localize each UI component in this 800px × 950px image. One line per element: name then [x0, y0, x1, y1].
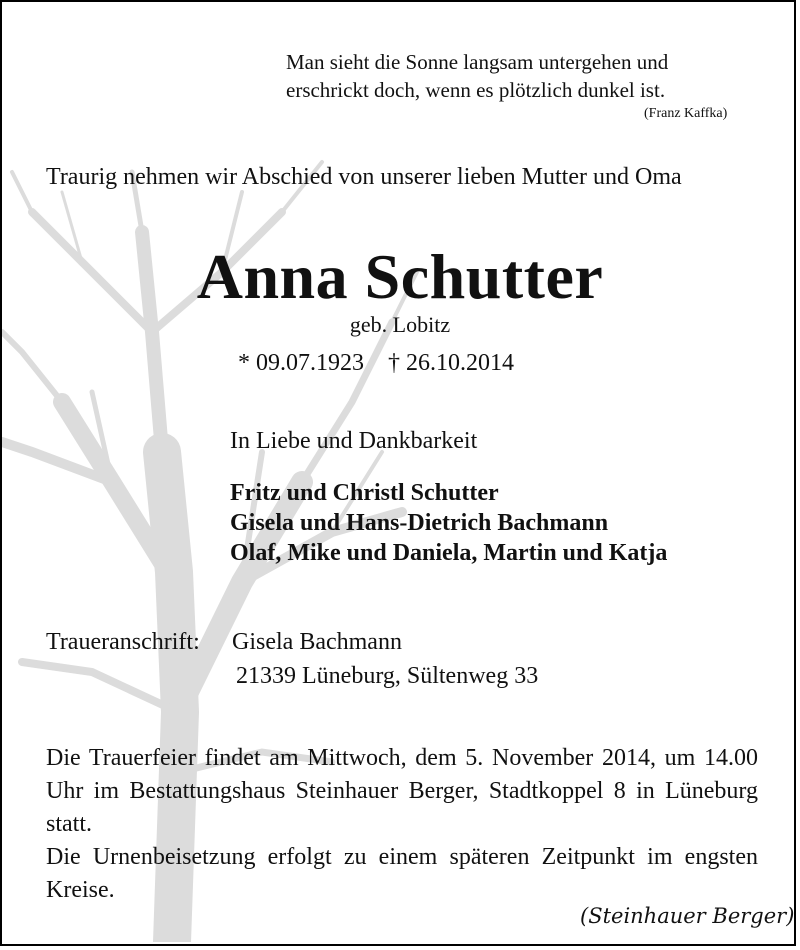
quote-line-2: erschrickt doch, wenn es plötzlich dunkel ist.: [286, 78, 666, 102]
mourner-line: Fritz und Christl Schutter: [230, 480, 499, 506]
mourners-heading: In Liebe und Dankbarkeit: [230, 428, 478, 454]
burial-paragraph: Die Urnenbeisetzung erfolgt zu einem späteren Zeitpunkt im engsten Kreise.: [46, 844, 758, 903]
deceased-name: Anna Schutter: [196, 241, 604, 312]
mourner-line: Gisela und Hans-Dietrich Bachmann: [230, 510, 609, 536]
mourners-list: [230, 478, 667, 568]
address-city: 21339 Lüneburg, Sültenweg 33: [236, 663, 539, 689]
address-label: Traueranschrift:: [46, 629, 200, 655]
quote-author: (Franz Kaffka): [644, 106, 728, 121]
funeral-home-signet: (Steinhauer Berger): [580, 904, 795, 928]
life-dates: [238, 350, 514, 377]
kafka-quote: [286, 48, 766, 104]
death-date: † 26.10.2014: [388, 350, 514, 376]
address-name: Gisela Bachmann: [232, 629, 402, 655]
maiden-name: geb. Lobitz: [349, 312, 451, 337]
birth-date: * 09.07.1923: [238, 350, 364, 376]
mourner-line: Olaf, Mike und Daniela, Martin und Katja: [230, 540, 668, 566]
service-details: [46, 742, 758, 907]
quote-line-1: Man sieht die Sonne langsam untergehen und: [286, 50, 669, 74]
service-paragraph: Die Trauerfeier findet am Mittwoch, dem 5. November 2014, um 14.00 Uhr im Bestattungshaus Steinhauer Berger, Stadtkoppel 8 in Lüneburg statt.: [46, 745, 758, 837]
intro-text: Traurig nehmen wir Abschied von unserer lieben Mutter und Oma: [46, 164, 682, 190]
